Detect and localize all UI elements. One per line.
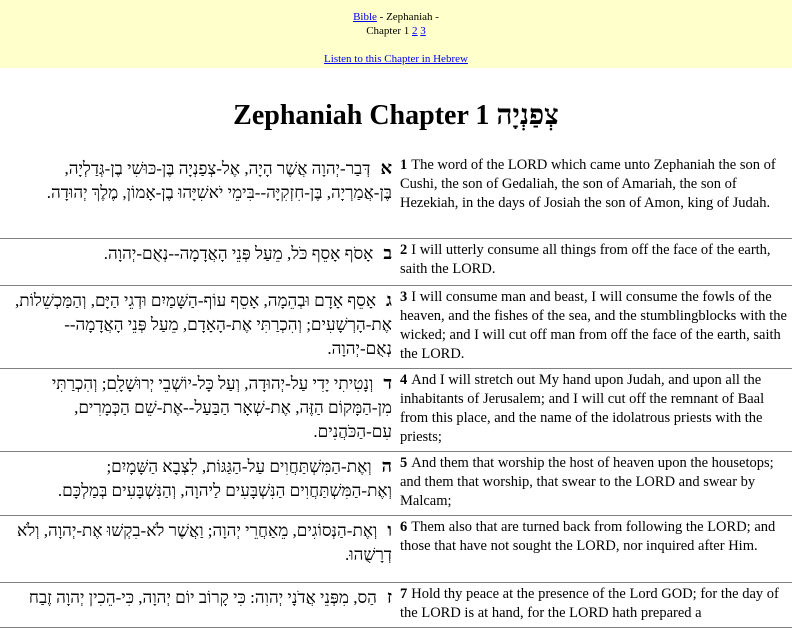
english-verse	[398, 286, 792, 369]
english-verse-text: Them also that are turned back from following the LORD; and those that have not sought the LORD, nor inquired after Him.	[400, 519, 776, 554]
hebrew-verse-text: אָסֵף אָדָם וּבְהֵמָה, אָסֵף עוֹף-הַשָּׁמַיִם וּדְגֵי הַיָּם, וְהַמַּכְשֵׁלוֹת, אֶת-הָרְשָׁעִים; וְהִכְרַתִּי אֶת-הָאָדָם, מֵעַל פְּנֵי הָאֲדָמָה--נְאֻם-יְהוָה.	[14, 291, 392, 358]
verse-row	[0, 154, 792, 239]
hebrew-verse-number: ו	[387, 520, 392, 540]
english-verse	[398, 369, 792, 452]
hebrew-verse-text: אָסֹף אָסֵף כֹּל, מֵעַל פְּנֵי הָאֲדָמָה--נְאֻם-יְהוָה.	[103, 244, 374, 263]
english-verse-text: Hold thy peace at the presence of the Lord GOD; for the day of the LORD is at hand, for the LORD hath prepared a	[400, 586, 779, 621]
verse-row	[0, 286, 792, 369]
hebrew-verse-text: דְּבַר-יְהוָה אֲשֶׁר הָיָה, אֶל-צְפַנְיָה בֶּן-כּוּשִׁי בֶן-גְּדַלְיָה, בֶּן-אֲמַרְיָה, בֶּן-חִזְקִיָּה--בִּימֵי יֹאשִׁיָּהוּ בֶן-אָמוֹן, מֶלֶךְ יְהוּדָה.	[46, 159, 392, 202]
english-verse-text: And I will stretch out My hand upon Judah, and upon all the inhabitants of Jerusalem; and I will cut off the remnant of Baal from this place, and the name of the idolatrous priests with the priests;	[400, 372, 765, 445]
hebrew-verse-number: ג	[386, 290, 392, 310]
bible-link[interactable]: Bible	[353, 11, 377, 23]
english-verse-number: 7	[400, 586, 408, 602]
verse-table	[0, 154, 792, 628]
listen-line	[0, 52, 792, 66]
chapter-label: Chapter 1	[366, 25, 413, 37]
english-verse-text: I will consume man and beast, I will consume the fowls of the heaven, and the fishes of the sea, and the stumblingblocks with the wicked; and I will cut off man from off the face of the earth, saith the LORD.	[400, 289, 787, 362]
english-verse-number: 1	[400, 157, 408, 173]
verse-row	[0, 516, 792, 583]
verse-row	[0, 583, 792, 628]
english-verse-text: The word of the LORD which came unto Zephaniah the son of Cushi, the son of Gedaliah, the son of Amariah, the son of Hezekiah, in the days of Josiah the son of Amon, king of Judah.	[400, 157, 776, 211]
english-verse	[398, 239, 792, 286]
nav-line	[0, 10, 792, 24]
english-verse-text: I will utterly consume all things from off the face of the earth, saith the LORD.	[400, 242, 771, 277]
english-verse-number: 6	[400, 519, 408, 535]
hebrew-verse	[0, 369, 398, 452]
english-verse	[398, 452, 792, 516]
hebrew-verse	[0, 516, 398, 583]
book-name: - Zephaniah -	[376, 11, 439, 23]
chapter-2-link[interactable]: 2	[412, 25, 418, 37]
hebrew-verse-number: ב	[383, 243, 392, 263]
hebrew-verse-text: וְאֶת-הַמִּשְׁתַּחֲוִים עַל-הַגַּגּוֹת, לִצְבָא הַשָּׁמָיִם; וְאֶת-הַמִּשְׁתַּחֲוִים הַנִּשְׁבָּעִים לַיהוָה, וְהַנִּשְׁבָּעִים בְּמַלְכָּם.	[57, 457, 392, 500]
hebrew-verse-number: ד	[383, 373, 392, 393]
verse-row	[0, 452, 792, 516]
verse-row	[0, 369, 792, 452]
english-verse-number: 3	[400, 289, 408, 305]
listen-hebrew-link[interactable]: Listen to this Chapter in Hebrew	[324, 53, 468, 65]
english-verse	[398, 516, 792, 583]
title-hebrew: צְפַנְיָה	[496, 100, 559, 131]
english-verse	[398, 583, 792, 628]
title-english: Zephaniah Chapter 1	[233, 100, 490, 131]
hebrew-verse	[0, 154, 398, 239]
hebrew-verse-text: הַס, מִפְּנֵי אֲדֹנָי יְהוִה: כִּי קָרוֹב יוֹם יְהוָה, כִּי-הֵכִין יְהוָה זֶבַח	[28, 588, 377, 607]
hebrew-verse-number: ה	[381, 456, 392, 476]
english-verse-number: 5	[400, 455, 408, 471]
verse-row	[0, 239, 792, 286]
page-title	[0, 68, 792, 154]
hebrew-verse-text: וְאֶת-הַנְּסוֹגִים, מֵאַחֲרֵי יְהוָה; וַאֲשֶׁר לֹא-בִקְשׁוּ אֶת-יְהוָה, וְלֹא דְרָשֻׁהוּ.	[17, 521, 392, 564]
hebrew-verse	[0, 452, 398, 516]
english-verse-text: And them that worship the host of heaven upon the housetops; and them that worship, that swear to the LORD and swear by Malcam;	[400, 455, 774, 509]
english-verse	[398, 154, 792, 239]
hebrew-verse-number: א	[380, 158, 392, 178]
hebrew-verse	[0, 239, 398, 286]
hebrew-verse	[0, 583, 398, 628]
english-verse-number: 2	[400, 242, 408, 258]
english-verse-number: 4	[400, 372, 408, 388]
hebrew-verse	[0, 286, 398, 369]
top-navigation	[0, 0, 792, 68]
chapter-3-link[interactable]: 3	[420, 25, 426, 37]
hebrew-verse-text: וְנָטִיתִי יָדִי עַל-יְהוּדָה, וְעַל כָּל-יוֹשְׁבֵי יְרוּשָׁלָ‍ִם; וְהִכְרַתִּי מִן-הַמָּקוֹם הַזֶּה, אֶת-שְׁאָר הַבַּעַל--אֶת-שֵׁם הַכְּמָרִים, עִם-הַכֹּהֲנִים.	[51, 374, 392, 441]
chapter-nav	[0, 24, 792, 38]
hebrew-verse-number: ז	[386, 587, 392, 607]
